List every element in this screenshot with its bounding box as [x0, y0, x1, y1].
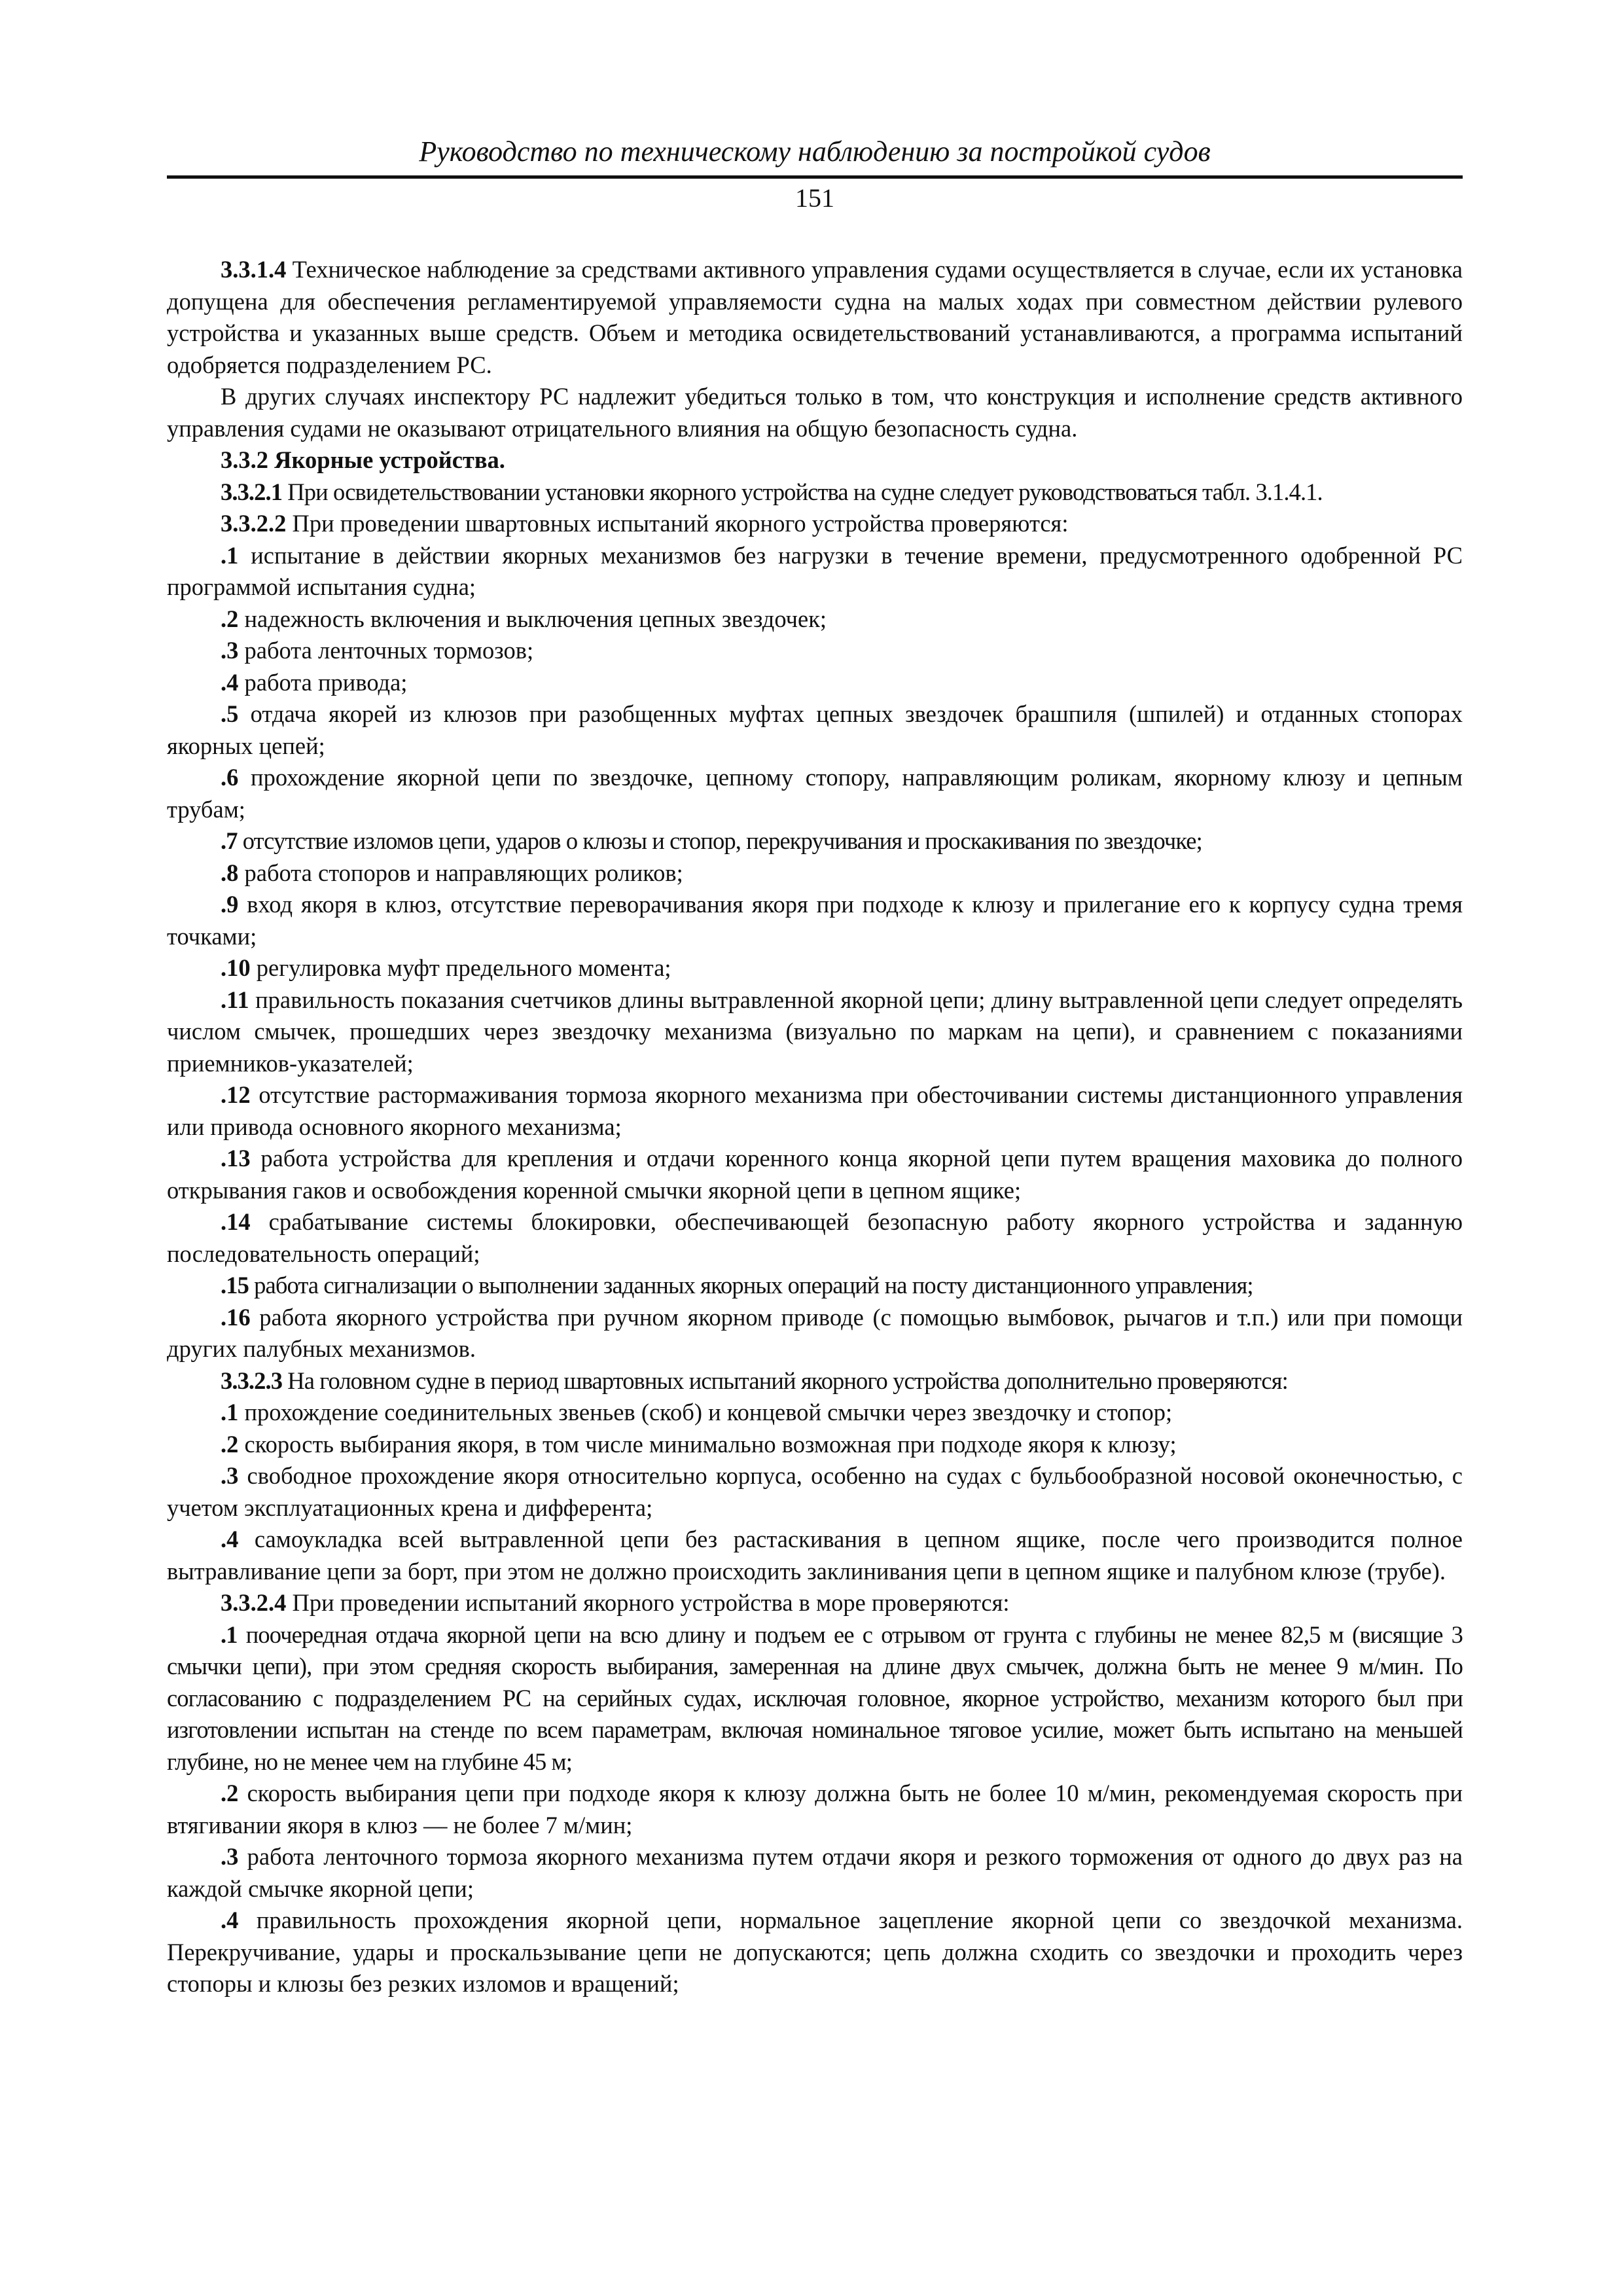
item-text: отсутствие изломов цепи, ударов о клюзы и стопор, перекручивания и проскакивания по звездочке; [237, 827, 1202, 854]
page-number: 151 [795, 183, 834, 213]
clause-number: 3.3.2.2 [221, 510, 287, 537]
item-text: свободное прохождение якоря относительно корпуса, особенно на судах с бульбообразной носовой оконечностью, с учетом эксплуатационных крена и дифферента; [167, 1462, 1463, 1521]
paragraph-text: Техническое наблюдение за средствами активного управления судами осуществляется в случае, если их установка допущена для обеспечения регламентируемой управляемости судна на малых ходах при совместном действии рулевого устройства и указанных выше средств. Объем и методика освидетельствований устанавливаются, а программа испытаний одобряется подразделением РС. [167, 256, 1463, 378]
item-number: .16 [221, 1303, 251, 1331]
running-title: Руководство по техническому наблюдению за постройкой судов [419, 135, 1211, 168]
list-item [167, 1619, 1463, 1778]
list-item [167, 825, 1463, 857]
item-text: работа сигнализации о выполнении заданных якорных операций на посту дистанционного управления; [248, 1272, 1253, 1299]
paragraph-text: При проведении швартовных испытаний якорного устройства проверяются: [286, 510, 1069, 537]
item-number: .3 [221, 1843, 239, 1870]
item-number: .2 [221, 1430, 239, 1458]
item-number: .3 [221, 1462, 239, 1489]
list-item [167, 1524, 1463, 1587]
item-text: работа привода; [238, 668, 408, 696]
clause-number: 3.3.2.3 [221, 1367, 283, 1394]
list-item [167, 1841, 1463, 1905]
list-item [167, 1079, 1463, 1143]
paragraph-text: При проведении испытаний якорного устройства в море проверяются: [286, 1589, 1010, 1616]
list-item [167, 1905, 1463, 2000]
list-item [167, 635, 1463, 667]
item-number: .1 [221, 541, 239, 569]
paragraph-text: В других случаях инспектору РС надлежит убедиться только в том, что конструкция и исполнение средств активного управления судами не оказывают отрицательного влияния на общую безопасность судна. [167, 383, 1463, 442]
item-number: .9 [221, 891, 239, 918]
item-number: .5 [221, 700, 239, 727]
clause-number: 3.3.2.4 [221, 1589, 287, 1616]
item-number: .15 [221, 1272, 249, 1299]
item-number: .12 [221, 1081, 251, 1108]
item-text: прохождение якорной цепи по звездочке, цепному стопору, направляющим роликам, якорному клюзу и цепным трубам; [167, 764, 1463, 823]
paragraph [167, 1587, 1463, 1619]
item-text: надежность включения и выключения цепных звездочек; [238, 605, 827, 632]
list-item [167, 984, 1463, 1080]
item-number: .1 [221, 1621, 238, 1648]
item-number: .2 [221, 1780, 239, 1806]
list-item [167, 1143, 1463, 1206]
item-text: работа устройства для крепления и отдачи коренного конца якорной цепи путем вращения маховика до полного открывания гаков и освобождения коренной смычки якорной цепи в цепном ящике; [167, 1145, 1463, 1204]
item-number: .6 [221, 764, 239, 791]
paragraph [167, 1365, 1463, 1397]
item-text: скорость выбирания якоря, в том числе минимально возможная при подходе якоря к клюзу; [238, 1430, 1177, 1458]
item-text: отдача якорей из клюзов при разобщенных муфтах цепных звездочек брашпиля (шпилей) и отданных стопорах якорных цепей; [167, 700, 1463, 759]
paragraph-text: На головном судне в период швартовных испытаний якорного устройства дополнительно проверяются: [282, 1367, 1288, 1394]
paragraph [167, 476, 1463, 509]
item-text: вход якоря в клюз, отсутствие переворачивания якоря при подходе к клюзу и прилегание его к корпусу судна тремя точками; [167, 891, 1463, 950]
list-item [167, 762, 1463, 825]
item-text: работа стопоров и направляющих роликов; [238, 859, 683, 886]
item-number: .1 [221, 1399, 239, 1426]
item-number: .2 [221, 605, 239, 632]
item-number: .3 [221, 637, 239, 664]
list-item [167, 889, 1463, 952]
list-item [167, 1429, 1463, 1461]
paragraph-text: При освидетельствовании установки якорного устройства на судне следует руководствоваться табл. 3.1.4.1. [282, 478, 1323, 505]
list-item [167, 1270, 1463, 1302]
list-item [167, 857, 1463, 889]
item-number: .7 [221, 827, 238, 854]
list-item [167, 540, 1463, 603]
item-number: .10 [221, 954, 251, 981]
item-number: .4 [221, 1907, 239, 1933]
item-number: .11 [221, 986, 249, 1013]
document-body [167, 254, 1463, 2000]
item-number: .4 [221, 668, 239, 696]
item-text: прохождение соединительных звеньев (скоб) и концевой смычки через звездочку и стопор; [238, 1399, 1173, 1426]
section-heading [167, 444, 1463, 476]
item-number: .4 [221, 1526, 239, 1552]
item-number: .14 [221, 1208, 251, 1235]
list-item [167, 1206, 1463, 1270]
list-item [167, 667, 1463, 699]
item-number: .8 [221, 859, 239, 886]
item-text: регулировка муфт предельного момента; [250, 954, 671, 981]
header-rule [167, 175, 1463, 179]
item-number: .13 [221, 1145, 251, 1172]
item-text: скорость выбирания цепи при подходе якоря к клюзу должна быть не более 10 м/мин, рекомендуемая скорость при втягивании якоря в клюз — не более 7 м/мин; [167, 1780, 1463, 1839]
list-item [167, 603, 1463, 636]
paragraph [167, 508, 1463, 540]
item-text: правильность прохождения якорной цепи, нормальное зацепление якорной цепи со звездочкой механизма. Перекручивание, удары и проскальзывание цепи не допускаются; цепь должна сходить со звездочки и проходить через стопоры и клюзы без резких изломов и вращений; [167, 1907, 1463, 1997]
item-text: испытание в действии якорных механизмов без нагрузки в течение времени, предусмотренного одобренной РС программой испытания судна; [167, 541, 1463, 600]
section-title: 3.3.2 Якорные устройства. [221, 446, 505, 473]
clause-number: 3.3.1.4 [221, 256, 287, 283]
paragraph [167, 381, 1463, 444]
list-item [167, 698, 1463, 762]
item-text: работа якорного устройства при ручном якорном приводе (с помощью вымбовок, рычагов и т.п.) или при помощи других палубных механизмов. [167, 1303, 1463, 1362]
item-text: самоукладка всей вытравленной цепи без растаскивания в цепном ящике, после чего производится полное вытравливание цепи за борт, при этом не должно происходить заклинивания цепи в цепном ящике и палубном клюзе (трубе). [167, 1526, 1463, 1585]
list-item [167, 1460, 1463, 1524]
list-item [167, 1778, 1463, 1841]
list-item [167, 1302, 1463, 1365]
item-text: отсутствие растормаживания тормоза якорного механизма при обесточивании системы дистанционного управления или привода основного якорного механизма; [167, 1081, 1463, 1140]
paragraph [167, 254, 1463, 381]
item-text: срабатывание системы блокировки, обеспечивающей безопасную работу якорного устройства и заданную последовательность операций; [167, 1208, 1463, 1267]
item-text: работа ленточного тормоза якорного механизма путем отдачи якоря и резкого торможения от одного до двух раз на каждой смычке якорной цепи; [167, 1843, 1463, 1902]
list-item [167, 952, 1463, 984]
item-text: поочередная отдача якорной цепи на всю длину и подъем ее с отрывом от грунта с глубины не менее 82,5 м (висящие 3 смычки цепи), при этом средняя скорость выбирания, замеренная на длине двух смычек, должна быть не менее 9 м/мин. По согласованию с подразделением РС на серийных судах, исключая головное, якорное устройство, механизм которого был при изготовлении испытан на стенде по всем параметрам, включая номинальное тяговое усилие, может быть испытано на меньшей глубине, но не менее чем на глубине 45 м; [167, 1621, 1463, 1775]
clause-number: 3.3.2.1 [221, 478, 283, 505]
item-text: работа ленточных тормозов; [238, 637, 534, 664]
item-text: правильность показания счетчиков длины вытравленной якорной цепи; длину вытравленной цепи следует определять числом смычек, прошедших через звездочку механизма (визуально по маркам на цепи), и сравнением с показаниями приемников-указателей; [167, 986, 1463, 1077]
list-item [167, 1397, 1463, 1429]
